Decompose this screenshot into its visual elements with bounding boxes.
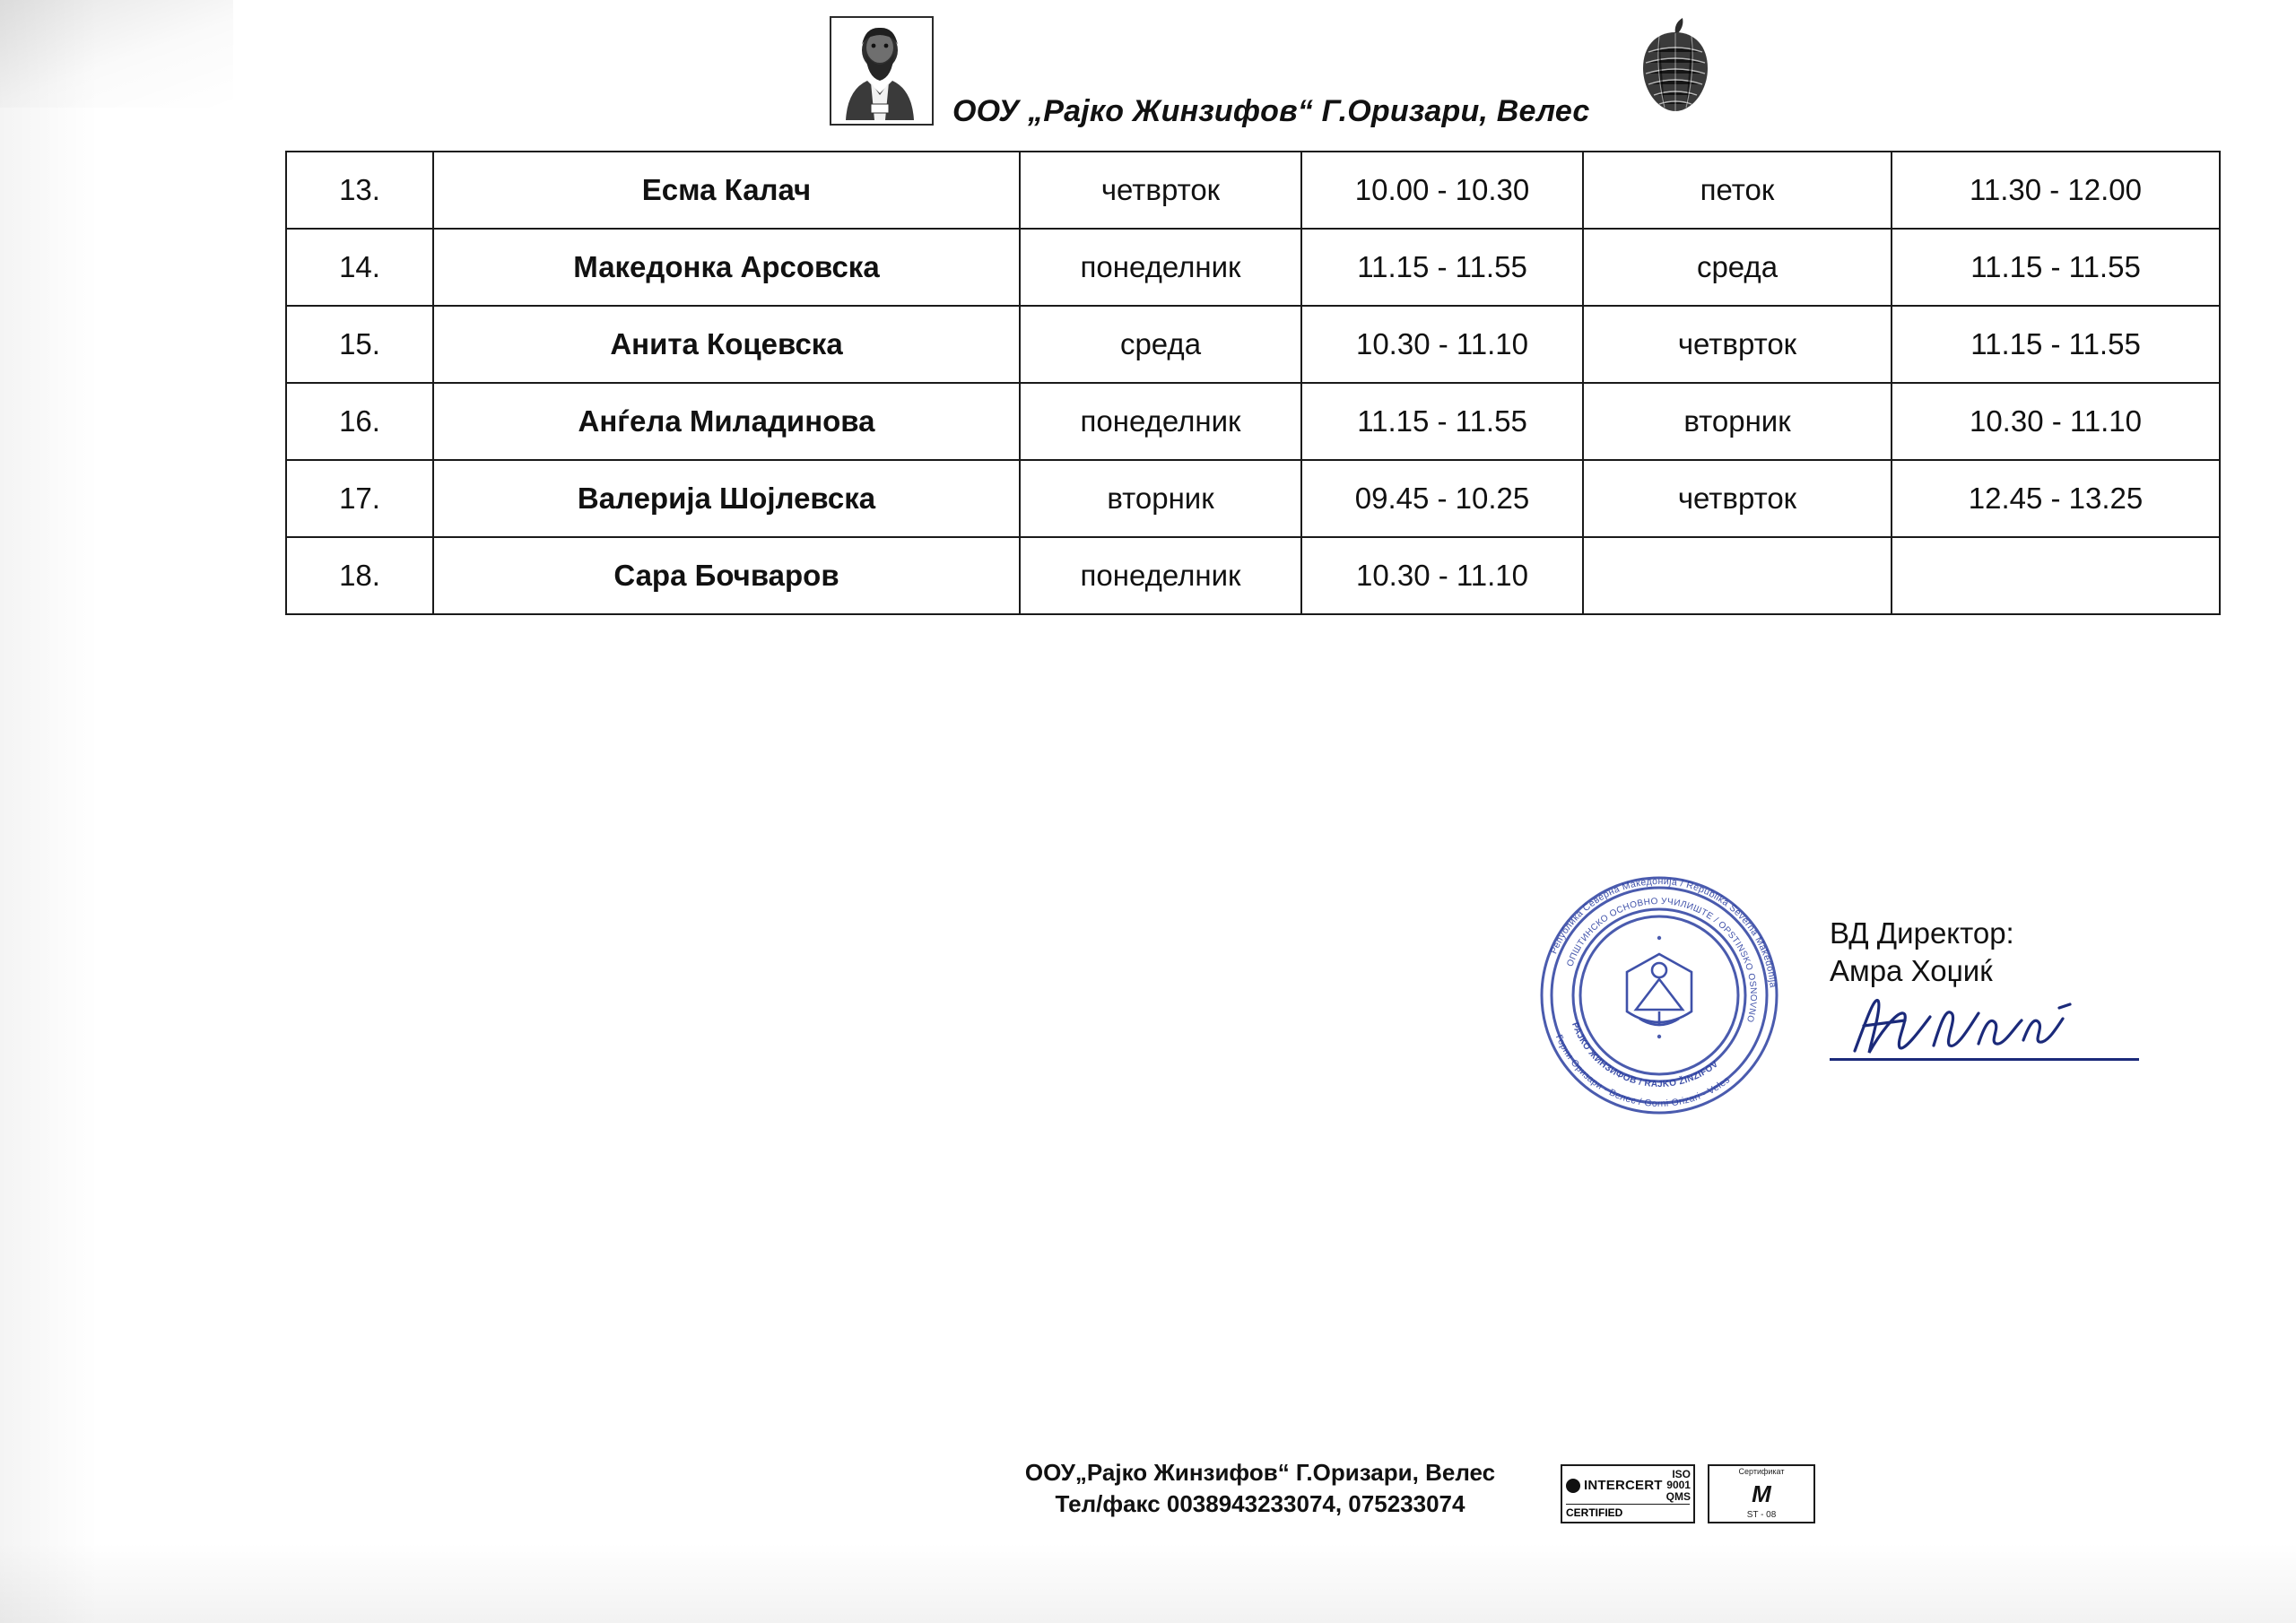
svg-text:РАЈКО ЖИНЗИФОВ / RAJKO ŽINZIFO: РАЈКО ЖИНЗИФОВ / RAJKO ŽINZIFOV <box>1570 1020 1721 1090</box>
intercert-qms: QMS <box>1665 1489 1691 1503</box>
second-time: 11.30 - 12.00 <box>1892 152 2220 229</box>
certification-badges <box>1561 1464 1821 1536</box>
director-role-label: ВД Директор: <box>1830 916 2014 950</box>
schedule-table-container <box>285 151 2144 615</box>
second-day: вторник <box>1583 383 1892 460</box>
second-time: 10.30 - 11.10 <box>1892 383 2220 460</box>
footer-phone: Тел/факс 0038943233074, 075233074 <box>1055 1490 1465 1518</box>
first-time: 10.00 - 10.30 <box>1301 152 1583 229</box>
second-day: петок <box>1583 152 1892 229</box>
teacher-name: Македонка Арсовска <box>433 229 1020 306</box>
director-signature-block <box>1830 915 2206 990</box>
round-official-stamp-icon <box>1525 861 1794 1130</box>
table-row <box>286 383 2220 460</box>
teacher-name: Есма Калач <box>433 152 1020 229</box>
second-time: 11.15 - 11.55 <box>1892 229 2220 306</box>
first-time: 09.45 - 10.25 <box>1301 460 1583 537</box>
handwritten-signature-icon <box>1848 986 2081 1067</box>
second-day <box>1583 537 1892 614</box>
row-number: 16. <box>286 383 433 460</box>
globe-icon <box>1566 1479 1580 1493</box>
table-row <box>286 460 2220 537</box>
teacher-name: Сара Бочваров <box>433 537 1020 614</box>
svg-text:Горни Оризари - Велес / Gorni: Горни Оризари - Велес / Gorni Orizari - Veles <box>1552 1033 1733 1110</box>
first-day: среда <box>1020 306 1301 383</box>
document-footer <box>0 1457 2296 1565</box>
intercert-iso: ISO 9001 <box>1666 1467 1691 1492</box>
footer-contact-block <box>946 1457 1574 1520</box>
signature-underline <box>1830 1058 2139 1061</box>
footer-school-name: ООУ„Рајко Жинзифов“ Г.Оризари, Велес <box>1024 1459 1496 1486</box>
director-name: Амра Хоџиќ <box>1830 954 1993 988</box>
second-day: четврток <box>1583 460 1892 537</box>
first-day: понеделник <box>1020 229 1301 306</box>
intercert-certified: CERTIFIED <box>1566 1504 1690 1519</box>
row-number: 15. <box>286 306 433 383</box>
document-header <box>0 9 2296 143</box>
first-day: четврток <box>1020 152 1301 229</box>
intercert-name: INTERCERT <box>1584 1478 1663 1493</box>
teacher-name: Анита Коцевска <box>433 306 1020 383</box>
row-number: 18. <box>286 537 433 614</box>
scan-shadow-left-edge <box>0 0 99 1623</box>
row-number: 13. <box>286 152 433 229</box>
second-badge-top: Сертификат <box>1738 1467 1785 1476</box>
second-certificate-badge <box>1708 1464 1815 1523</box>
portrait-crest-icon <box>830 16 934 126</box>
first-time: 11.15 - 11.55 <box>1301 229 1583 306</box>
second-time: 12.45 - 13.25 <box>1892 460 2220 537</box>
intercert-badge <box>1561 1464 1695 1523</box>
row-number: 17. <box>286 460 433 537</box>
schedule-table <box>285 151 2221 615</box>
schedule-table-body <box>286 152 2220 614</box>
second-day: четврток <box>1583 306 1892 383</box>
second-time <box>1892 537 2220 614</box>
row-number: 14. <box>286 229 433 306</box>
first-time: 10.30 - 11.10 <box>1301 306 1583 383</box>
table-row <box>286 306 2220 383</box>
first-time: 10.30 - 11.10 <box>1301 537 1583 614</box>
teacher-name: Валерија Шојлевска <box>433 460 1020 537</box>
second-day: среда <box>1583 229 1892 306</box>
first-day: понеделник <box>1020 383 1301 460</box>
table-row <box>286 229 2220 306</box>
second-badge-bottom: ST - 08 <box>1746 1510 1777 1520</box>
table-row <box>286 537 2220 614</box>
teacher-name: Анѓела Миладинова <box>433 383 1020 460</box>
table-row <box>286 152 2220 229</box>
apple-emblem-icon <box>1632 16 1718 117</box>
first-day: понеделник <box>1020 537 1301 614</box>
second-badge-mark: M <box>1752 1480 1771 1507</box>
first-day: вторник <box>1020 460 1301 537</box>
svg-text:ОПШТИНСКО ОСНОВНО УЧИЛИШТЕ / O: ОПШТИНСКО ОСНОВНО УЧИЛИШТЕ / OPSTINSKO OSNOVNO <box>1565 896 1759 1024</box>
first-time: 11.15 - 11.55 <box>1301 383 1583 460</box>
second-time: 11.15 - 11.55 <box>1892 306 2220 383</box>
svg-text:Република Северна Македонија /: Република Северна Македонија / Republika Severna Makedonija <box>1548 875 1779 989</box>
school-name-title: ООУ „Рајко Жинзифов“ Г.Оризари, Велес <box>952 94 1590 128</box>
